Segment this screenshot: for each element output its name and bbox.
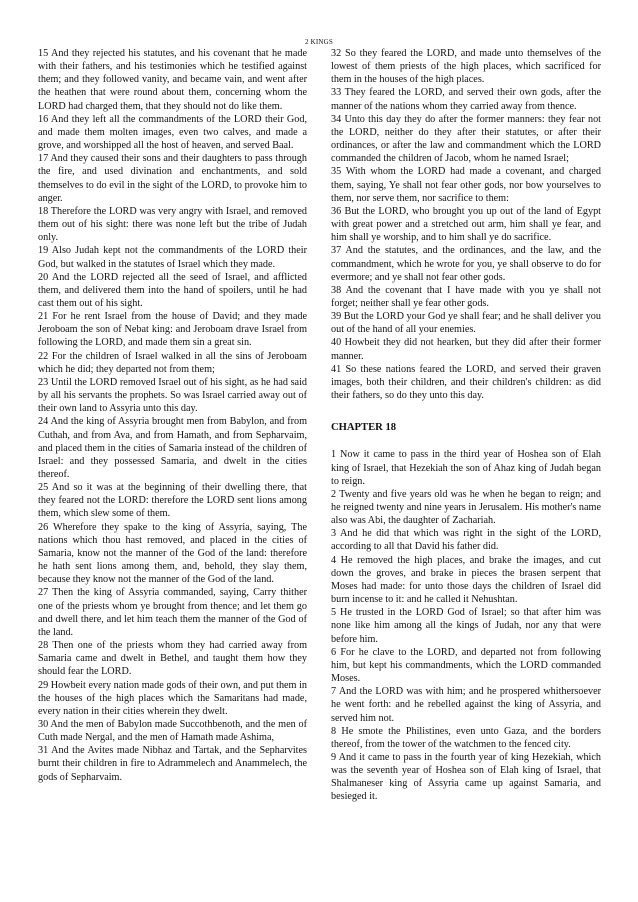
verse-30: 30 And the men of Babylon made Succothbenoth, and the men of Cuth made Nergal, and the men of Hamath made Ashima, [38, 718, 307, 744]
verse-28: 28 Then one of the priests whom they had carried away from Samaria came and dwelt in Bethel, and taught them how they should fear the LORD. [38, 640, 307, 678]
right-column [331, 47, 601, 804]
verse-38: 38 And the covenant that I have made with you ye shall not forget; neither shall ye fear other gods. [331, 284, 601, 309]
chapter18-verse-3: 3 And he did that which was right in the sight of the LORD, according to all that David his father did. [331, 528, 601, 553]
chapter-heading: CHAPTER 18 [331, 422, 397, 434]
verse-34: 34 Unto this day they do after the former manners: they fear not the LORD, neither do they after their statutes, or after their ordinances, or after the law and commandment which the LORD commanded the children of Jacob, whom he named Israel; [331, 113, 601, 165]
chapter18-verse-1: 1 Now it came to pass in the third year of Hoshea son of Elah king of Israel, that Hezekiah the son of Ahaz king of Judah began to reign. [331, 449, 601, 487]
verse-41: 41 So these nations feared the LORD, and served their graven images, both their children, and their children's children: as did their fathers, so do they unto this day. [331, 363, 601, 402]
chapter18-verse-2: 2 Twenty and five years old was he when he began to reign; and he reigned twenty and nine years in Jerusalem. His mother's name also was Abi, the daughter of Zachariah. [331, 488, 601, 527]
verse-16: 16 And they left all the commandments of the LORD their God, and made them molten images, even two calves, and made a grove, and worshipped all the host of heaven, and served Baal. [38, 113, 307, 152]
chapter18-verse-4: 4 He removed the high places, and brake the images, and cut down the groves, and brake in pieces the brasen serpent that Moses had made: for unto those days the children of Israel did burn incense to it: and he called it Nehushtan. [331, 554, 601, 606]
verse-25: 25 And so it was at the beginning of their dwelling there, that they feared not the LORD: therefore the LORD sent lions among them, which slew some of them. [38, 482, 307, 520]
chapter18-verse-7: 7 And the LORD was with him; and he prospered whithersoever he went forth: and he rebelled against the king of Assyria, and served him not. [331, 686, 601, 724]
verse-32: 32 So they feared the LORD, and made unto themselves of the lowest of them priests of the high places, which sacrificed for them in the houses of the high places. [331, 48, 601, 86]
verse-39: 39 But the LORD your God ye shall fear; and he shall deliver you out of the hand of all your enemies. [331, 311, 601, 336]
verse-20: 20 And the LORD rejected all the seed of Israel, and afflicted them, and delivered them into the hand of spoilers, until he had cast them out of his sight. [38, 271, 307, 309]
left-column [38, 47, 307, 784]
verse-27: 27 Then the king of Assyria commanded, saying, Carry thither one of the priests whom ye brought from thence; and let them go and dwell there, and let him teach them the manner of the God of the land. [38, 587, 307, 638]
verse-24: 24 And the king of Assyria brought men from Babylon, and from Cuthah, and from Ava, and from Hamath, and from Sepharvaim, and placed them in the cities of Samaria instead of the children of Israel: and they possessed Samaria, and dwelt in the cities thereof. [38, 416, 307, 480]
verse-29: 29 Howbeit every nation made gods of their own, and put them in the houses of the high places which the Samaritans had made, every nation in their cities wherein they dwelt. [38, 679, 307, 717]
verse-18: 18 Therefore the LORD was very angry with Israel, and removed them out of his sight: there was none left but the tribe of Judah only. [38, 205, 307, 244]
verse-23: 23 Until the LORD removed Israel out of his sight, as he had said by all his servants the prophets. So was Israel carried away out of their own land to Assyria unto this day. [38, 376, 307, 415]
verse-17: 17 And they caused their sons and their daughters to pass through the fire, and used divination and enchantments, and sold themselves to do evil in the sight of the LORD, to provoke him to anger. [38, 153, 307, 204]
chapter18-verse-9: 9 And it came to pass in the fourth year of king Hezekiah, which was the seventh year of Hoshea son of Elah king of Israel, that Shalmaneser king of Assyria came up against Samaria, and besieged it. [331, 751, 601, 803]
verse-37: 37 And the statutes, and the ordinances, and the law, and the commandment, which he wrote for you, ye shall observe to do for evermore; and ye shall not fear other gods. [331, 245, 601, 283]
chapter18-verse-5: 5 He trusted in the LORD God of Israel; so that after him was none like him among all the kings of Judah, nor any that were before him. [331, 607, 601, 645]
verse-40: 40 Howbeit they did not hearken, but they did after their former manner. [331, 337, 601, 362]
verse-33: 33 They feared the LORD, and served their own gods, after the manner of the nations whom they carried away from thence. [331, 87, 601, 112]
verse-36: 36 But the LORD, who brought you up out of the land of Egypt with great power and a stretched out arm, him shall ye fear, and him shall ye worship, and to him shall ye do sacrifice. [331, 205, 601, 244]
verse-15: 15 And they rejected his statutes, and his covenant that he made with their fathers, and his testimonies which he testified against them; and they followed vanity, and became vain, and went after the heathen that were round about them, concerning whom the LORD had charged them, that they should not do like them. [38, 48, 307, 112]
verse-31: 31 And the Avites made Nibhaz and Tartak, and the Sepharvites burnt their children in fire to Adrammelech and Anammelech, the gods of Sepharvaim. [38, 745, 307, 783]
running-head: 2 KINGS [304, 38, 334, 46]
verse-19: 19 Also Judah kept not the commandments of the LORD their God, but walked in the statutes of Israel which they made. [38, 245, 307, 270]
chapter18-verse-8: 8 He smote the Philistines, even unto Gaza, and the borders thereof, from the tower of the watchmen to the fenced city. [331, 725, 601, 750]
verse-35: 35 With whom the LORD had made a covenant, and charged them, saying, Ye shall not fear other gods, nor bow yourselves to them, nor serve them, nor sacrifice to them: [331, 166, 601, 204]
verse-21: 21 For he rent Israel from the house of David; and they made Jeroboam the son of Nebat king: and Jeroboam drave Israel from following the LORD, and made them sin a great sin. [38, 311, 307, 349]
chapter18-verse-6: 6 For he clave to the LORD, and departed not from following him, but kept his commandments, which the LORD commanded Moses. [331, 646, 601, 685]
verse-26: 26 Wherefore they spake to the king of Assyria, saying, The nations which thou hast removed, and placed in the cities of Samaria, know not the manner of the God of the land: therefore he hath sent lions among them, and, behold, they slay them, because they know not the manner of the God of the land. [38, 521, 307, 586]
verse-22: 22 For the children of Israel walked in all the sins of Jeroboam which he did; they departed not from them; [38, 350, 307, 375]
